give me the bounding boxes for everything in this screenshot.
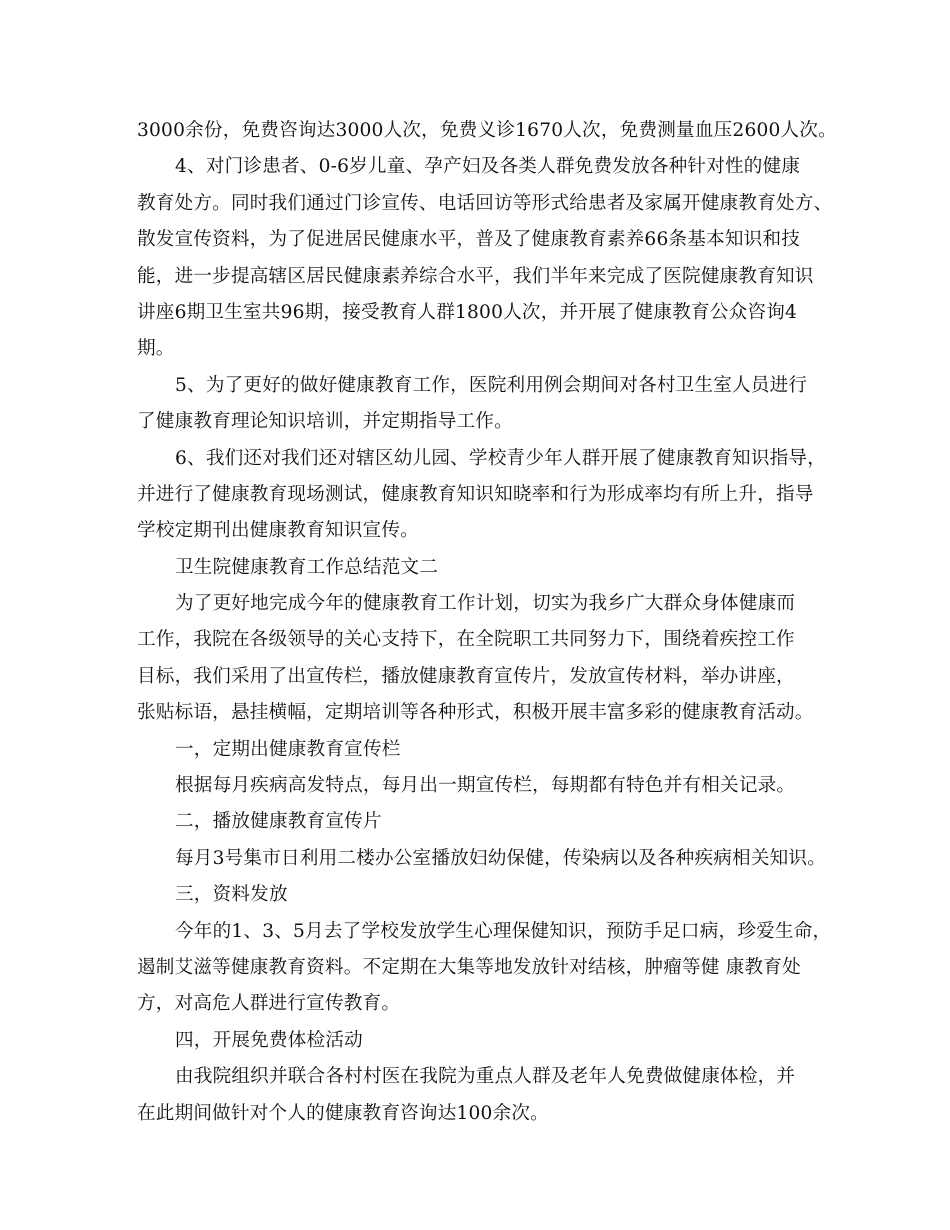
text-line: 4、对门诊患者、0-6岁儿童、孕产妇及各类人群免费发放各种针对性的健康 bbox=[175, 156, 801, 178]
text-line: 由我院组织并联合各村村医在我院为重点人群及老年人免费做健康体检，并 bbox=[175, 1066, 796, 1088]
text-line: 一，定期出健康教育宣传栏 bbox=[175, 738, 401, 760]
text-line: 每月3号集市日利用二楼办公室播放妇幼保健，传染病以及各种疾病相关知识。 bbox=[175, 847, 827, 869]
text-line: 卫生院健康教育工作总结范文二 bbox=[175, 556, 439, 578]
text-line: 遏制艾滋等健康教育资料。不定期在大集等地发放针对结核，肿瘤等健 康教育处 bbox=[137, 956, 801, 978]
text-line: 教育处方。同时我们通过门诊宣传、电话回访等形式给患者及家属开健康教育处方、 bbox=[137, 192, 833, 214]
text-line: 了健康教育理论知识培训，并定期指导工作。 bbox=[137, 411, 513, 433]
text-line: 散发宣传资料，为了促进居民健康水平，普及了健康教育素养66条基本知识和技 bbox=[137, 229, 801, 251]
text-line: 为了更好地完成今年的健康教育工作计划，切实为我乡广大群众身体健康而 bbox=[175, 593, 796, 615]
text-line: 6、我们还对我们还对辖区幼儿园、学校青少年人群开展了健康教育知识指导， bbox=[175, 447, 827, 469]
text-line: 目标，我们采用了出宣传栏，播放健康教育宣传片，发放宣传材料，举办讲座， bbox=[137, 665, 795, 687]
text-line: 并进行了健康教育现场测试，健康教育知识知晓率和行为形成率均有所上升，指导 bbox=[137, 483, 814, 505]
text-line: 二，播放健康教育宣传片 bbox=[175, 811, 382, 833]
text-line: 今年的1、3、5月去了学校发放学生心理保健知识，预防手足口病，珍爱生命， bbox=[175, 920, 832, 942]
text-line: 讲座6期卫生室共96期，接受教育人群1800人次，并开展了健康教育公众咨询4 bbox=[137, 301, 798, 323]
text-line: 在此期间做针对个人的健康教育咨询达100余次。 bbox=[137, 1102, 549, 1124]
text-line: 期。 bbox=[137, 338, 175, 360]
text-line: 3000余份，免费咨询达3000人次，免费义诊1670人次，免费测量血压2600人次。 bbox=[137, 120, 837, 141]
text-line: 张贴标语，悬挂横幅，定期培训等各种形式，积极开展丰富多彩的健康教育活动。 bbox=[137, 702, 814, 724]
text-line: 根据每月疾病高发特点，每月出一期宣传栏，每期都有特色并有相关记录。 bbox=[175, 775, 796, 797]
text-line: 三，资料发放 bbox=[175, 884, 288, 906]
document-body bbox=[137, 113, 837, 1132]
text-line: 能，进一步提高辖区居民健康素养综合水平，我们半年来完成了医院健康教育知识 bbox=[137, 265, 814, 287]
text-line: 工作，我院在各级领导的关心支持下，在全院职工共同努力下，围绕着疾控工作 bbox=[137, 629, 795, 651]
text-line: 方，对高危人群进行宣传教育。 bbox=[137, 993, 401, 1015]
text-line: 学校定期刊出健康教育知识宣传。 bbox=[137, 520, 419, 542]
text-line: 四，开展免费体检活动 bbox=[175, 1029, 363, 1051]
text-line: 5、为了更好的做好健康教育工作，医院利用例会期间对各村卫生室人员进行 bbox=[175, 374, 808, 396]
